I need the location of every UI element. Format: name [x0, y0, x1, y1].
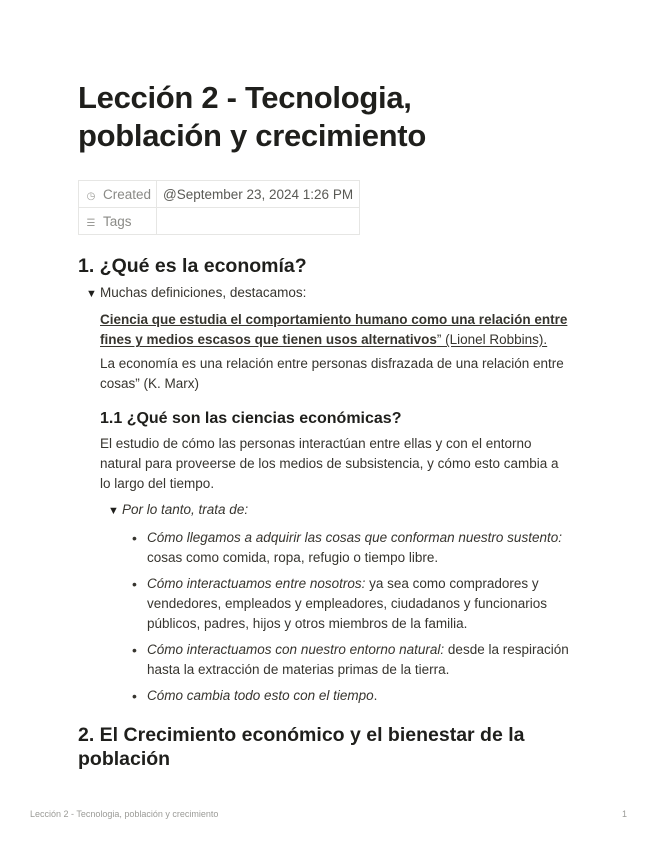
- page-title: [78, 79, 598, 155]
- property-tags-key: [79, 208, 157, 235]
- definition-paragraph: [100, 434, 580, 494]
- section-2-heading: [78, 723, 558, 771]
- list-icon: ☰: [86, 217, 96, 229]
- list-item: [130, 640, 585, 680]
- list-item-text: hasta la extracción de materias primas de la tierra.: [147, 662, 450, 677]
- quote-robbins-line-1: Ciencia que estudia el comportamiento humano como una relación entre: [100, 312, 568, 327]
- property-created-label: Created: [103, 186, 152, 202]
- quote-robbins: [100, 310, 580, 350]
- topics-list: [130, 528, 585, 712]
- property-created-value[interactable]: @September 23, 2024 1:26 PM: [157, 181, 360, 208]
- quote-marx-line-1: La economía es una relación entre personas disfrazada de una relación entre: [100, 356, 564, 371]
- list-item-text: cosas como comida, ropa, refugio o tiempo libre.: [147, 550, 439, 565]
- section-2-heading-line-2: población: [78, 748, 171, 770]
- subsection-1-1-heading: 1.1 ¿Qué son las ciencias económicas?: [100, 410, 402, 427]
- quote-robbins-bold: fines y medios escasos que tienen usos alternativos: [100, 332, 437, 347]
- definition-line-3: lo largo del tiempo.: [100, 476, 215, 491]
- list-item-text: vendedores, empleados y empleadores, ciudadanos y funcionarios: [147, 596, 547, 611]
- footer-page-number: 1: [622, 809, 628, 819]
- footer-title: Lección 2 - Tecnologia, población y crecimiento: [30, 809, 219, 819]
- list-item-text: .: [373, 688, 378, 703]
- list-item-italic: Cómo interactuamos entre nosotros:: [147, 576, 366, 591]
- definition-line-1: El estudio de cómo las personas interactúan entre ellas y con el entorno: [100, 436, 532, 451]
- toggle-triangle-icon[interactable]: ▼: [108, 505, 119, 517]
- definition-line-2: natural para proveerse de los medios de subsistencia, y cómo esto cambia a: [100, 456, 559, 471]
- quote-marx: [100, 354, 580, 394]
- list-item-text: ya sea como compradores y: [365, 576, 539, 591]
- clock-icon: ◷: [86, 190, 96, 202]
- list-item-italic: Cómo llegamos a adquirir las cosas que conforman nuestro sustento:: [147, 530, 562, 545]
- property-tags-label: Tags: [103, 213, 132, 229]
- toggle-definitions[interactable]: [86, 283, 306, 304]
- section-2-heading-line-1: 2. El Crecimiento económico y el bienestar de la: [78, 724, 525, 746]
- list-item-text: desde la respiración: [444, 642, 569, 657]
- properties-table: [78, 180, 360, 235]
- toggle-topics-label: Por lo tanto, trata de:: [122, 502, 249, 517]
- quote-robbins-attribution: ” (Lionel Robbins).: [436, 332, 548, 347]
- list-item-text: públicos, padres, hijos y otros miembros de la familia.: [147, 616, 468, 631]
- list-item-italic: Cómo interactuamos con nuestro entorno natural:: [147, 642, 445, 657]
- list-item: [130, 574, 585, 634]
- property-tags: [79, 208, 360, 235]
- section-1-heading: 1. ¿Qué es la economía?: [78, 255, 307, 277]
- toggle-triangle-icon[interactable]: ▼: [86, 288, 97, 300]
- list-item-italic: Cómo cambia todo esto con el tiempo: [147, 688, 374, 703]
- page-title-line-1: Lección 2 - Tecnologia,: [78, 80, 412, 115]
- toggle-topics[interactable]: [108, 500, 248, 521]
- property-tags-value[interactable]: [157, 208, 360, 235]
- property-created: [79, 181, 360, 208]
- toggle-definitions-label: Muchas definiciones, destacamos:: [100, 285, 307, 300]
- quote-marx-line-2: cosas” (K. Marx): [100, 376, 200, 391]
- property-created-key: [79, 181, 157, 208]
- page-title-line-2: población y crecimiento: [78, 118, 426, 153]
- quote-robbins-line-2: [100, 332, 547, 347]
- list-item: [130, 686, 585, 706]
- list-item: [130, 528, 585, 568]
